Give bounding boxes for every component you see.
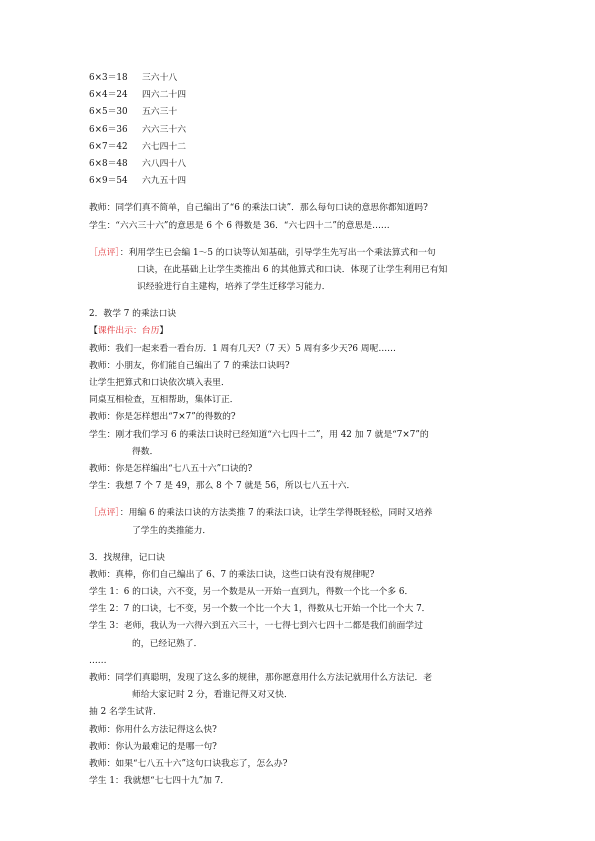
section-title: 3．找规律，记口诀	[89, 552, 165, 563]
dialogue-line: 的，已经记熟了．	[132, 638, 203, 649]
dialogue-line: 教师：你是怎样想出“7×7”的得数的?	[89, 412, 236, 423]
dialogue-line: 学生 1：6 的口诀，六不变，另一个数是从一开始一直到九，得数一个比一个多 6．	[89, 587, 414, 598]
table-row	[89, 87, 519, 104]
comment-text: ：用编 6 的乘法口诀的方法类推 7 的乘法口诀，让学生学得既轻松，同时又培养	[119, 508, 433, 519]
comment-tag: ［点评］	[89, 508, 120, 519]
table-row	[89, 70, 519, 87]
dialogue-line: 学生 2：7 的口诀，七不变，另一个数一个比一个大 1，得数从七开始一个比一个大 7．	[89, 604, 431, 615]
courseware-text: 课件出示：台历	[97, 326, 160, 337]
equation: 6×7＝42	[89, 141, 128, 152]
dialogue-line: 教师：你认为最难记的是哪一句?	[89, 741, 217, 752]
equation: 6×8＝48	[89, 158, 128, 169]
rhyme: 四六二十四	[142, 90, 186, 101]
rhyme: 五六三十	[142, 107, 178, 118]
dialogue-line: 教师：同学们真不简单，自己编出了“6 的乘法口诀”．那么每句口诀的意思你都知道吗?	[89, 203, 428, 214]
comment-text: ：利用学生已会编 1～5 的口诀等认知基础，引导学生先写出一个乘法算式和一句	[119, 247, 436, 258]
equation: 6×4＝24	[89, 90, 128, 101]
rhyme: 六七四十二	[142, 141, 186, 152]
comment-block	[89, 505, 519, 539]
rhyme: 六九五十四	[142, 176, 186, 187]
dialogue-line: 教师：我们一起来看一看台历．1 周有几天?（7 天）5 周有多少天?6 周呢……	[89, 343, 396, 354]
dialogue-line: 教师：真棒，你们自己编出了 6、7 的乘法口诀，这些口诀有没有规律呢?	[89, 569, 375, 580]
document-body	[89, 70, 519, 790]
table-row	[89, 173, 519, 190]
dialogue-line: 教师：同学们真聪明，发现了这么多的规律，那你愿意用什么方法记就用什么方法记．老	[89, 673, 433, 683]
table-row	[89, 122, 519, 139]
table-row	[89, 104, 519, 121]
dialogue-line: 教师：你用什么方法记得这么快?	[89, 724, 217, 735]
dialogue-line: 让学生把算式和口诀依次填入表里．	[89, 378, 230, 388]
dialogue-line: 学生：“六六三十六”的意思是 6 个 6 得数是 36．“六七四十二”的意思是……	[89, 220, 390, 231]
dialogue-line: 抽 2 名学生试背．	[89, 707, 162, 718]
equation: 6×3＝18	[89, 73, 128, 83]
courseware-note: 【课件出示：台历】	[89, 326, 169, 337]
dialogue-line: 师给大家记时 2 分，看谁记得又对又快．	[132, 690, 293, 701]
ellipsis: ……	[89, 655, 107, 666]
dialogue-line: 学生 3：老师，我认为一六得六到五六三十，一七得七到六七四十二都是我们前面学过	[89, 621, 423, 632]
table-row	[89, 156, 519, 173]
section-title: 2．教学 7 的乘法口诀	[89, 309, 177, 320]
dialogue-line: 教师：小朋友，你们能自己编出了 7 的乘法口诀吗?	[89, 360, 290, 371]
comment-text: 口诀，在此基础上让学生类推出 6 的其他算式和口诀．体现了让学生利用已有知	[137, 264, 448, 275]
dialogue-line: 同桌互相检查，互相帮助，集体订正．	[89, 395, 239, 406]
comment-text: 了学生的类推能力．	[132, 525, 212, 536]
comment-block	[89, 245, 519, 297]
equation: 6×5＝30	[89, 107, 128, 118]
comment-tag: ［点评］	[89, 247, 120, 258]
multiplication-table	[89, 70, 519, 190]
comment-text: 识经验进行自主建构，培养了学生迁移学习能力．	[137, 282, 331, 293]
dialogue-line: 教师：你是怎样编出“七八五十六”口诀的?	[89, 463, 253, 474]
equation: 6×6＝36	[89, 124, 128, 135]
dialogue-line: 学生：我想 7 个 7 是 49，那么 8 个 7 就是 56，所以七八五十六．	[89, 481, 356, 492]
dialogue-line: 得数．	[132, 446, 159, 457]
dialogue-line: 教师：如果“七八五十六”这句口诀我忘了，怎么办?	[89, 758, 288, 769]
dialogue-line: 学生 1：我就想“七七四十九”加 7．	[89, 776, 230, 787]
rhyme: 六六三十六	[142, 124, 186, 135]
table-row	[89, 139, 519, 156]
dialogue-line: 学生：刚才我们学习 6 的乘法口诀时已经知道“六七四十二”，用 42 加 7 就是“7×7”的	[89, 429, 429, 440]
equation: 6×9＝54	[89, 176, 128, 187]
rhyme: 六八四十八	[142, 158, 186, 169]
rhyme: 三六十八	[142, 73, 178, 83]
